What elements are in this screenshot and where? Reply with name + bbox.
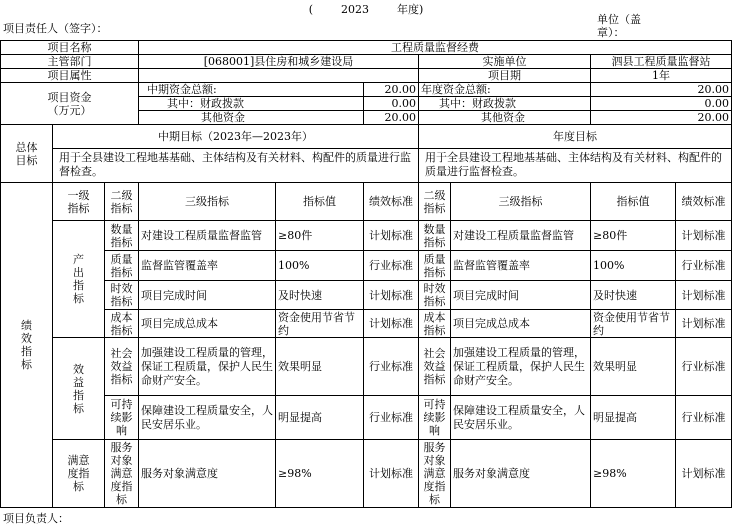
year-total-label: 年度资金总额: <box>419 83 591 97</box>
year-title: ( 2023 年度) <box>308 3 424 16</box>
col-level2-header: 二级指标 <box>105 183 139 221</box>
year-goal-header: 年度目标 <box>419 125 732 149</box>
project-attr-label: 项目属性 <box>1 69 139 83</box>
year-fiscal-value: 0.00 <box>591 97 732 111</box>
level3-cell-year: 加强建设工程质量的管理，保证工程质量，保护人民生命财产安全。 <box>451 338 591 396</box>
standard-cell-year: 计划标准 <box>676 310 732 338</box>
mid-other-value: 20.00 <box>364 111 419 125</box>
level2-cell: 数量指标 <box>105 221 139 251</box>
level2-cell-year: 可持续影响 <box>419 396 451 440</box>
table-row <box>1 251 732 281</box>
value-cell: ≥80件 <box>276 221 364 251</box>
level3-cell: 项目完成总成本 <box>139 310 276 338</box>
table-row <box>1 281 732 310</box>
standard-cell: 行业标准 <box>364 251 419 281</box>
col-level1-header: 一级指标 <box>53 183 105 221</box>
standard-cell-year: 行业标准 <box>676 338 732 396</box>
project-attr-value <box>139 69 419 83</box>
col-level3-header: 三级指标 <box>139 183 276 221</box>
col-level3-header-year: 三级指标 <box>451 183 591 221</box>
project-period-label: 项目期 <box>419 69 591 83</box>
project-name-label: 项目名称 <box>1 41 139 55</box>
value-cell: ≥98% <box>276 440 364 508</box>
value-cell: 资金使用节省节约 <box>276 310 364 338</box>
level3-cell-year: 服务对象满意度 <box>451 440 591 508</box>
standard-cell-year: 计划标准 <box>676 281 732 310</box>
level2-cell-year: 成本指标 <box>419 310 451 338</box>
performance-table <box>0 40 732 508</box>
year-fiscal-label: 其中：财政拨款 <box>419 97 591 111</box>
value-cell-year: ≥80件 <box>591 221 676 251</box>
mid-fiscal-label: 其中：财政拨款 <box>139 97 364 111</box>
benefit-indicator-label: 效益指标 <box>53 338 105 440</box>
mid-fiscal-value: 0.00 <box>364 97 419 111</box>
standard-cell: 行业标准 <box>364 338 419 396</box>
impl-unit-value: 泗县工程质量监督站 <box>591 55 732 69</box>
satisfaction-indicator-label: 满意度指标 <box>53 440 105 508</box>
table-row <box>1 221 732 251</box>
dept-label: 主管部门 <box>1 55 139 69</box>
standard-cell: 行业标准 <box>364 396 419 440</box>
project-name-value: 工程质量监督经费 <box>139 41 732 55</box>
project-period-value: 1年 <box>591 69 732 83</box>
value-cell-year: 明显提高 <box>591 396 676 440</box>
value-cell-year: 100% <box>591 251 676 281</box>
col-level2-header-year: 二级指标 <box>419 183 451 221</box>
unit-seal-label: 单位（盖章）： <box>597 13 641 39</box>
value-cell: 效果明显 <box>276 338 364 396</box>
value-cell: 明显提高 <box>276 396 364 440</box>
level2-cell-year: 质量指标 <box>419 251 451 281</box>
table-row <box>1 310 732 338</box>
level3-cell: 项目完成时间 <box>139 281 276 310</box>
level2-cell: 质量指标 <box>105 251 139 281</box>
level2-cell-year: 时效指标 <box>419 281 451 310</box>
indicator-section-label: 绩效指标 <box>1 183 53 508</box>
col-standard-header-year: 绩效标准 <box>676 183 732 221</box>
level3-cell: 加强建设工程质量的管理，保证工程质量，保护人民生命财产安全。 <box>139 338 276 396</box>
standard-cell: 计划标准 <box>364 221 419 251</box>
level3-cell: 对建设工程质量监督监管 <box>139 221 276 251</box>
col-standard-header: 绩效标准 <box>364 183 419 221</box>
level3-cell-year: 项目完成时间 <box>451 281 591 310</box>
level3-cell-year: 对建设工程质量监督监管 <box>451 221 591 251</box>
level3-cell: 服务对象满意度 <box>139 440 276 508</box>
standard-cell: 计划标准 <box>364 281 419 310</box>
standard-cell: 计划标准 <box>364 310 419 338</box>
level2-cell-year: 社会效益指标 <box>419 338 451 396</box>
level2-cell: 可持续影响 <box>105 396 139 440</box>
mid-total-value: 20.00 <box>364 83 419 97</box>
standard-cell: 计划标准 <box>364 440 419 508</box>
standard-cell-year: 行业标准 <box>676 396 732 440</box>
value-cell-year: 资金使用节省节约 <box>591 310 676 338</box>
value-cell-year: 及时快速 <box>591 281 676 310</box>
standard-cell-year: 行业标准 <box>676 251 732 281</box>
standard-cell-year: 计划标准 <box>676 221 732 251</box>
dept-value: [068001]县住房和城乡建设局 <box>139 55 419 69</box>
col-value-header: 指标值 <box>276 183 364 221</box>
level3-cell: 监督监管覆盖率 <box>139 251 276 281</box>
output-indicator-label: 产出指标 <box>53 221 105 338</box>
value-cell-year: ≥98% <box>591 440 676 508</box>
year-other-label: 其他资金 <box>419 111 591 125</box>
level3-cell-year: 项目完成总成本 <box>451 310 591 338</box>
level2-cell-year: 服务对象满意度指标 <box>419 440 451 508</box>
level3-cell: 保障建设工程质量安全，人民安居乐业。 <box>139 396 276 440</box>
mid-other-label: 其他资金 <box>139 111 364 125</box>
value-cell: 及时快速 <box>276 281 364 310</box>
overall-goal-label: 总体目标 <box>1 125 53 183</box>
table-row <box>1 338 732 396</box>
level3-cell-year: 监督监管覆盖率 <box>451 251 591 281</box>
table-row <box>1 396 732 440</box>
mid-goal-header: 中期目标（2023年—2023年） <box>53 125 419 149</box>
value-cell: 100% <box>276 251 364 281</box>
level2-cell: 服务对象满意度指标 <box>105 440 139 508</box>
project-leader-label: 项目负责人： <box>3 512 69 525</box>
year-goal-text: 用于全县建设工程地基基础、主体结构及有关材料、构配件的质量进行监督检查。 <box>419 149 732 183</box>
level3-cell-year: 保障建设工程质量安全，人民安居乐业。 <box>451 396 591 440</box>
impl-unit-label: 实施单位 <box>419 55 591 69</box>
value-cell-year: 效果明显 <box>591 338 676 396</box>
responsible-person-label: 项目责任人（签字）： <box>3 22 108 35</box>
level2-cell: 成本指标 <box>105 310 139 338</box>
level2-cell: 时效指标 <box>105 281 139 310</box>
col-value-header-year: 指标值 <box>591 183 676 221</box>
mid-goal-text: 用于全县建设工程地基基础、主体结构及有关材料、构配件的质量进行监督检查。 <box>53 149 419 183</box>
table-row <box>1 440 732 508</box>
year-total-value: 20.00 <box>591 83 732 97</box>
standard-cell-year: 计划标准 <box>676 440 732 508</box>
level2-cell: 社会效益指标 <box>105 338 139 396</box>
project-funds-label: 项目资金 （万元） <box>1 83 139 125</box>
mid-total-label: 中期资金总额: <box>139 83 364 97</box>
year-other-value: 20.00 <box>591 111 732 125</box>
level2-cell-year: 数量指标 <box>419 221 451 251</box>
